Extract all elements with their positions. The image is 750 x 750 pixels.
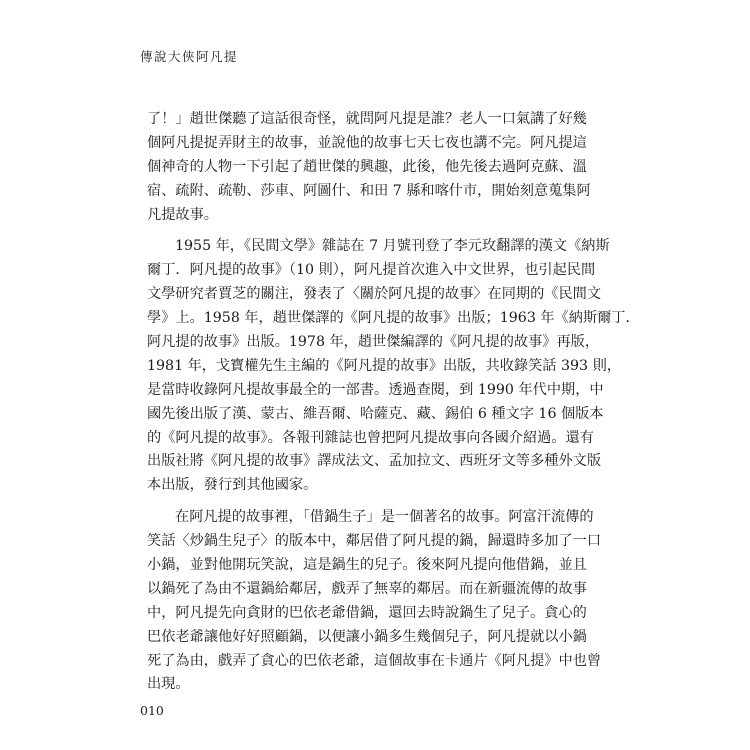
text-line: 在阿凡提的故事裡，「借鍋生子」是一個著名的故事。阿富汗流傳的 (175, 509, 594, 526)
text-line: 是當時收錄阿凡提故事最全的一部書。透過查閱，到 1990 年代中期，中 (147, 381, 604, 398)
running-header-title: 傳說大俠阿凡提 (140, 49, 239, 64)
text-line: 宿、疏附、疏勒、莎車、阿圖什、和田 7 縣和喀什市，開始刻意蒐集阿 (147, 182, 591, 199)
text-line: 國先後出版了漢、蒙古、維吾爾、哈薩克、藏、錫伯 6 種文字 16 個版本 (147, 405, 604, 422)
text-line: 笑話〈炒鍋生兒子〉的版本中，鄰居借了阿凡提的鍋，歸還時多加了一口 (147, 533, 602, 550)
text-line: 出版社將《阿凡提的故事》譯成法文、孟加拉文、西班牙文等多種外文版 (147, 453, 602, 470)
text-line: 死了為由，戲弄了貪心的巴依老爺，這個故事在卡通片《阿凡提》中也曾 (147, 652, 602, 669)
text-line: 小鍋，並對他開玩笑說，這是鍋生的兒子。後來阿凡提向他借鍋，並且 (147, 557, 587, 574)
text-line: 中，阿凡提先向貪財的巴依老爺借鍋，還回去時說鍋生了兒子。貪心的 (147, 604, 587, 621)
text-line: 文學研究者賈芝的關注，發表了〈關於阿凡提的故事〉在同期的《民間文 (147, 286, 602, 303)
text-line: 個阿凡提捉弄財主的故事，並說他的故事七天七夜也講不完。阿凡提這 (147, 134, 587, 151)
text-line: 以鍋死了為由不還鍋給鄰居，戲弄了無辜的鄰居。而在新疆流傳的故事 (147, 580, 587, 597)
text-line: 1981 年，戈寶權先生主編的《阿凡提的故事》出版，共收錄笑話 393 則， (147, 357, 621, 374)
text-line: 本出版，發行到其他國家。 (147, 477, 318, 494)
text-line: 巴依老爺讓他好好照顧鍋，以便讓小鍋多生幾個兒子，阿凡提就以小鍋 (147, 628, 587, 645)
text-line: 爾丁．阿凡提的故事》（10 則），阿凡提首次進入中文世界，也引起民間 (147, 262, 596, 279)
text-line: 阿凡提的故事》出版。1978 年，趙世傑編譯的《阿凡提的故事》再版， (147, 334, 600, 351)
text-line: 個神奇的人物一下引起了趙世傑的興趣，此後，他先後去過阿克蘇、溫 (147, 158, 587, 175)
paragraph-1 (147, 108, 591, 227)
paragraph-2 (147, 235, 640, 498)
text-line: 1955 年，《民間文學》雜誌在 7 月號刊登了李元玫翻譯的漢文《納斯 (175, 238, 610, 255)
text-line: 凡提故事。 (147, 206, 218, 223)
text-line: 的《阿凡提的故事》。各報刊雜誌也曾把阿凡提故事向各國介紹過。還有 (147, 429, 594, 446)
text-line: 學》上。1958 年，趙世傑譯的《阿凡提的故事》出版；1963 年《納斯爾丁． (147, 310, 640, 327)
text-line: 了！」趙世傑聽了這話很奇怪，就問阿凡提是誰？老人一口氣講了好幾 (147, 111, 587, 127)
text-line: 出現。 (147, 676, 190, 693)
paragraph-3 (147, 506, 602, 697)
body-text (147, 108, 640, 697)
page-number: 010 (140, 703, 164, 718)
